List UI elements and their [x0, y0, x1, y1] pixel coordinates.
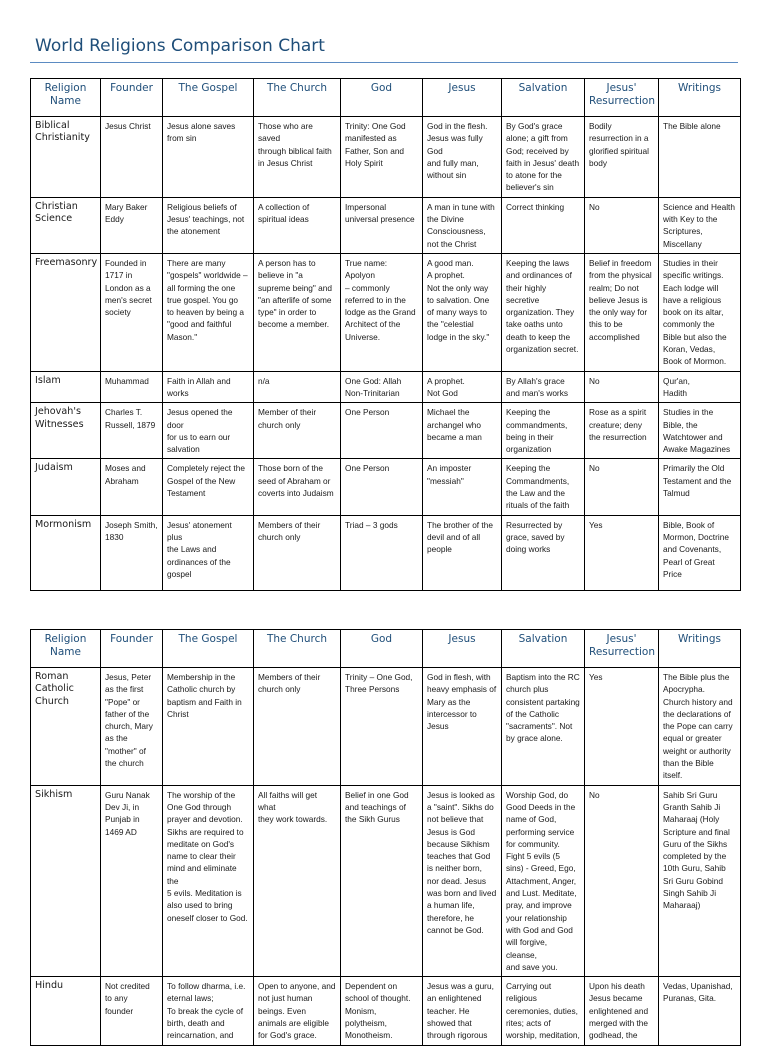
- table-row: [31, 977, 741, 1045]
- header-gospel: The Gospel: [163, 630, 254, 668]
- cell-founder: Muhammad: [101, 371, 163, 403]
- cell-writings: Bible, Book of Mormon, Doctrine and Covenants, Pearl of Great Price: [659, 515, 741, 590]
- table-row: [31, 117, 741, 198]
- header-gospel: The Gospel: [163, 79, 254, 117]
- cell-salvation: Baptism into the RC church plus consistent partaking of the Catholic "sacraments". Not by grace alone.: [502, 668, 585, 786]
- header-church: The Church: [254, 630, 341, 668]
- cell-gospel: Religious beliefs of Jesus' teachings, not the atonement: [163, 197, 254, 253]
- cell-jesus: An imposter "messiah": [423, 459, 502, 515]
- table-row: [31, 197, 741, 253]
- cell-god: Dependent on school of thought. Monism, polytheism, Monotheism.: [341, 977, 423, 1045]
- cell-jesus: A prophet. Not God: [423, 371, 502, 403]
- cell-god: Trinity – One God, Three Persons: [341, 668, 423, 786]
- header-jesus: Jesus: [423, 79, 502, 117]
- header-religion-name: Religion Name: [31, 630, 101, 668]
- cell-jesus: A good man. A prophet. Not the only way to salvation. One of many ways to the "celestial lodge in the sky.": [423, 253, 502, 371]
- cell-resurrection: No: [585, 459, 659, 515]
- cell-salvation: Keeping the Commandments, the Law and the rituals of the faith: [502, 459, 585, 515]
- comparison-table-1: [30, 78, 741, 591]
- table-row: [31, 403, 741, 459]
- cell-god: One Person: [341, 403, 423, 459]
- header-resurrection: Jesus' Resurrection: [585, 79, 659, 117]
- header-jesus: Jesus: [423, 630, 502, 668]
- cell-salvation: Keeping the commandments, being in their organization: [502, 403, 585, 459]
- cell-writings: The Bible plus the Apocrypha. Church history and the declarations of the Pope can carry equal or greater weight or authority than the Bible itself.: [659, 668, 741, 786]
- cell-resurrection: No: [585, 785, 659, 976]
- cell-name: Freemasonry: [31, 253, 101, 371]
- cell-gospel: Jesus alone saves from sin: [163, 117, 254, 198]
- comparison-table-2: [30, 629, 741, 1046]
- header-religion-name: Religion Name: [31, 79, 101, 117]
- cell-writings: Sahib Sri Guru Granth Sahib Ji Maharaaj (Holy Scripture and final Guru of the Sikhs completed by the 10th Guru, Sahib Sri Guru Gobind Singh Sahib Ji Maharaaj): [659, 785, 741, 976]
- cell-name: Christian Science: [31, 197, 101, 253]
- header-row: [31, 79, 741, 117]
- cell-god: One Person: [341, 459, 423, 515]
- table-body: [31, 668, 741, 1046]
- header-writings: Writings: [659, 630, 741, 668]
- cell-writings: Science and Health with Key to the Scriptures, Miscellany: [659, 197, 741, 253]
- cell-gospel: To follow dharma, i.e. eternal laws; To break the cycle of birth, death and reincarnation, and: [163, 977, 254, 1045]
- cell-jesus: Michael the archangel who became a man: [423, 403, 502, 459]
- cell-salvation: Keeping the laws and ordinances of their highly secretive organization. They take oaths unto death to keep the organization secret.: [502, 253, 585, 371]
- cell-god: One God: Allah Non-Trinitarian: [341, 371, 423, 403]
- cell-god: True name: Apolyon – commonly referred to in the lodge as the Grand Architect of the Universe.: [341, 253, 423, 371]
- cell-writings: The Bible alone: [659, 117, 741, 198]
- cell-writings: Studies in their specific writings. Each lodge will have a religious book on its altar, commonly the Bible but also the Koran, Vedas, Book of Mormon.: [659, 253, 741, 371]
- cell-resurrection: Bodily resurrection in a glorified spiritual body: [585, 117, 659, 198]
- cell-god: Trinity: One God manifested as Father, Son and Holy Spirit: [341, 117, 423, 198]
- cell-resurrection: Belief in freedom from the physical realm; Do not believe Jesus is the only way for this to be accomplished: [585, 253, 659, 371]
- cell-gospel: The worship of the One God through prayer and devotion. Sikhs are required to meditate on God's name to clear their mind and eliminate the 5 evils. Meditation is also used to bring oneself closer to God.: [163, 785, 254, 976]
- cell-gospel: Jesus' atonement plus the Laws and ordinances of the gospel: [163, 515, 254, 590]
- table-row: [31, 459, 741, 515]
- header-salvation: Salvation: [502, 79, 585, 117]
- cell-jesus: God in the flesh. Jesus was fully God and fully man, without sin: [423, 117, 502, 198]
- cell-founder: Charles T. Russell, 1879: [101, 403, 163, 459]
- header-resurrection: Jesus' Resurrection: [585, 630, 659, 668]
- cell-name: Mormonism: [31, 515, 101, 590]
- cell-jesus: The brother of the devil and of all people: [423, 515, 502, 590]
- cell-name: Judaism: [31, 459, 101, 515]
- cell-god: Impersonal universal presence: [341, 197, 423, 253]
- header-god: God: [341, 630, 423, 668]
- header-writings: Writings: [659, 79, 741, 117]
- cell-resurrection: Yes: [585, 515, 659, 590]
- cell-jesus: Jesus was a guru, an enlightened teacher. He showed that through rigorous: [423, 977, 502, 1045]
- cell-name: Roman Catholic Church: [31, 668, 101, 786]
- cell-name: Sikhism: [31, 785, 101, 976]
- cell-gospel: There are many "gospels" worldwide – all forming the one true gospel. You go to heaven by being a "good and faithful Mason.": [163, 253, 254, 371]
- cell-salvation: Worship God, do Good Deeds in the name of God, performing service for community. Fight 5 evils (5 sins) - Greed, Ego, Attachment, Anger, and Lust. Meditate, pray, and improve your relationship with God and God will forgive, cleanse, and save you.: [502, 785, 585, 976]
- cell-writings: Primarily the Old Testament and the Talmud: [659, 459, 741, 515]
- cell-jesus: A man in tune with the Divine Consciousness, not the Christ: [423, 197, 502, 253]
- cell-founder: Jesus, Peter as the first "Pope" or father of the church, Mary as the "mother" of the church: [101, 668, 163, 786]
- cell-name: Islam: [31, 371, 101, 403]
- cell-church: Those who are saved through biblical faith in Jesus Christ: [254, 117, 341, 198]
- cell-gospel: Completely reject the Gospel of the New Testament: [163, 459, 254, 515]
- cell-salvation: By God's grace alone; a gift from God; received by faith in Jesus' death to atone for the believer's sin: [502, 117, 585, 198]
- cell-resurrection: No: [585, 197, 659, 253]
- cell-god: Belief in one God and teachings of the Sikh Gurus: [341, 785, 423, 976]
- cell-resurrection: Upon his death Jesus became enlightened and merged with the godhead, the: [585, 977, 659, 1045]
- title-divider: [30, 62, 738, 63]
- table-row: [31, 668, 741, 786]
- header-god: God: [341, 79, 423, 117]
- cell-founder: Founded in 1717 in London as a men's secret society: [101, 253, 163, 371]
- cell-jesus: Jesus is looked as a "saint". Sikhs do not believe that Jesus is God because Sikhism teaches that God is neither born, nor dead. Jesus was born and lived a human life, therefore, he cannot be God.: [423, 785, 502, 976]
- cell-gospel: Faith in Allah and works: [163, 371, 254, 403]
- cell-church: Members of their church only: [254, 668, 341, 786]
- cell-god: Triad – 3 gods: [341, 515, 423, 590]
- header-founder: Founder: [101, 630, 163, 668]
- cell-church: Member of their church only: [254, 403, 341, 459]
- header-founder: Founder: [101, 79, 163, 117]
- header-salvation: Salvation: [502, 630, 585, 668]
- cell-writings: Vedas, Upanishad, Puranas, Gita.: [659, 977, 741, 1045]
- table-row: [31, 515, 741, 590]
- table-body: [31, 117, 741, 591]
- cell-founder: Mary Baker Eddy: [101, 197, 163, 253]
- cell-church: Open to anyone, and not just human beings. Even animals are eligible for God's grace.: [254, 977, 341, 1045]
- cell-gospel: Membership in the Catholic church by baptism and Faith in Christ: [163, 668, 254, 786]
- cell-church: All faiths will get what they work towards.: [254, 785, 341, 976]
- cell-founder: Guru Nanak Dev Ji, in Punjab in 1469 AD: [101, 785, 163, 976]
- cell-salvation: By Allah's grace and man's works: [502, 371, 585, 403]
- cell-founder: Not credited to any founder: [101, 977, 163, 1045]
- cell-writings: Qur'an, Hadith: [659, 371, 741, 403]
- table-row: [31, 785, 741, 976]
- cell-founder: Moses and Abraham: [101, 459, 163, 515]
- cell-resurrection: No: [585, 371, 659, 403]
- cell-name: Hindu: [31, 977, 101, 1045]
- header-church: The Church: [254, 79, 341, 117]
- cell-salvation: Carrying out religious ceremonies, duties, rites; acts of worship, meditation,: [502, 977, 585, 1045]
- cell-resurrection: Rose as a spirit creature; deny the resurrection: [585, 403, 659, 459]
- page-title: World Religions Comparison Chart: [35, 36, 325, 56]
- cell-church: A person has to believe in "a supreme being" and "an afterlife of some type" in order to become a member.: [254, 253, 341, 371]
- cell-founder: Jesus Christ: [101, 117, 163, 198]
- cell-name: Biblical Christianity: [31, 117, 101, 198]
- cell-church: Those born of the seed of Abraham or coverts into Judaism: [254, 459, 341, 515]
- cell-gospel: Jesus opened the door for us to earn our salvation: [163, 403, 254, 459]
- cell-salvation: Resurrected by grace, saved by doing works: [502, 515, 585, 590]
- cell-church: n/a: [254, 371, 341, 403]
- cell-church: A collection of spiritual ideas: [254, 197, 341, 253]
- cell-name: Jehovah's Witnesses: [31, 403, 101, 459]
- cell-church: Members of their church only: [254, 515, 341, 590]
- cell-resurrection: Yes: [585, 668, 659, 786]
- table-row: [31, 371, 741, 403]
- cell-founder: Joseph Smith, 1830: [101, 515, 163, 590]
- header-row: [31, 630, 741, 668]
- cell-writings: Studies in the Bible, the Watchtower and Awake Magazines: [659, 403, 741, 459]
- cell-salvation: Correct thinking: [502, 197, 585, 253]
- cell-jesus: God in flesh, with heavy emphasis of Mary as the intercessor to Jesus: [423, 668, 502, 786]
- table-row: [31, 253, 741, 371]
